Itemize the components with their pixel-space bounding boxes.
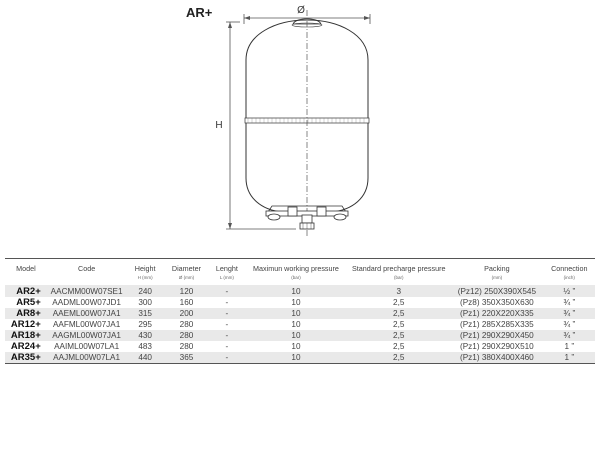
connection-cell: 1 ”	[564, 341, 575, 351]
column-header	[164, 259, 209, 285]
specifications-table	[5, 258, 595, 364]
max-pressure-cell: 10	[245, 330, 348, 341]
diameter-cell: 365	[164, 352, 209, 364]
column-unit: (bar)	[393, 274, 404, 280]
model-cell: AR5+	[16, 296, 41, 308]
packing-cell: (Pz1) 290X290X450	[450, 330, 543, 341]
column-header	[47, 259, 127, 285]
column-unit	[6, 276, 46, 280]
height-dimension	[226, 22, 296, 229]
column-label: Lenght	[215, 264, 238, 273]
table-row	[5, 319, 595, 330]
precharge-cell: 2,5	[347, 352, 450, 364]
packing-cell: (Pz1) 380X400X460	[450, 352, 543, 364]
column-unit: (mm)	[491, 274, 503, 280]
column-label: Packing	[484, 264, 510, 273]
connection-cell: 1 ”	[544, 352, 595, 364]
code-cell: AAIML00W07LA1	[54, 341, 120, 351]
model-cell: AR12+	[10, 318, 41, 330]
code-cell: AAGML00W07JA1	[47, 330, 127, 341]
table-row	[5, 341, 595, 352]
height-label: H	[215, 120, 223, 131]
diameter-cell: 200	[164, 308, 209, 319]
table-row	[5, 352, 595, 364]
connection-cell: ¾ ”	[544, 308, 595, 319]
precharge-cell: 3	[347, 285, 450, 297]
max-pressure-cell: 10	[291, 319, 301, 329]
length-cell: -	[225, 341, 229, 351]
column-unit: H (mm)	[137, 274, 153, 280]
connection-cell: ¾ ”	[544, 330, 595, 341]
diameter-cell: 280	[179, 319, 194, 329]
column-unit: (bar)	[291, 274, 301, 280]
packing-cell: (Pz12) 250X390X545	[450, 285, 543, 297]
max-pressure-cell: 10	[245, 285, 348, 297]
table-row	[5, 285, 595, 297]
packing-cell: (Pz1) 290X290X510	[459, 341, 534, 351]
precharge-cell: 2,5	[347, 330, 450, 341]
column-unit: (inch)	[563, 274, 575, 280]
column-header	[347, 259, 450, 285]
diameter-cell: 120	[164, 285, 209, 297]
code-cell: AAEML00W07JA1	[47, 308, 127, 319]
diameter-label: Ø	[297, 5, 305, 16]
column-header	[245, 259, 348, 285]
diameter-cell: 280	[164, 330, 209, 341]
water-connection	[300, 215, 314, 229]
height-cell: 483	[138, 341, 152, 351]
max-pressure-cell: 10	[245, 308, 348, 319]
model-cell: AR8+	[5, 308, 47, 319]
height-cell: 315	[126, 308, 163, 319]
diameter-cell: 280	[179, 341, 194, 351]
column-header	[209, 259, 244, 285]
max-pressure-cell: 10	[291, 297, 301, 307]
model-cell: AR35+	[5, 352, 47, 364]
column-header	[126, 259, 163, 285]
table-header-row	[5, 259, 595, 285]
height-cell: 300	[138, 297, 152, 307]
drawing-title: AR+	[186, 5, 213, 20]
table-row	[5, 308, 595, 319]
length-cell: -	[209, 352, 244, 364]
table-row	[5, 297, 595, 308]
model-cell: AR24+	[10, 340, 41, 352]
height-cell: 240	[126, 285, 163, 297]
code-cell: AADML00W07JD1	[52, 297, 121, 307]
precharge-cell: 2,5	[347, 308, 450, 319]
vessel-body	[245, 10, 369, 236]
precharge-cell: 2,5	[393, 319, 405, 329]
model-cell: AR2+	[5, 285, 47, 297]
precharge-cell: 2,5	[393, 341, 405, 351]
height-cell: 440	[126, 352, 163, 364]
column-label: Height	[134, 264, 156, 273]
model-cell: AR18+	[5, 330, 47, 341]
column-unit	[48, 276, 126, 280]
code-cell: AAJML00W07LA1	[47, 352, 127, 364]
length-cell: -	[225, 319, 229, 329]
connection-cell: ¾ ”	[563, 297, 576, 307]
diameter-cell: 160	[179, 297, 194, 307]
column-label: Connection	[551, 264, 588, 273]
code-cell: AACMM00W07SE1	[47, 285, 127, 297]
column-header	[450, 259, 543, 285]
connection-cell: ¾ ”	[563, 319, 576, 329]
packing-cell: (Pz8) 350X350X630	[459, 297, 534, 307]
column-unit: Ø (mm)	[178, 274, 195, 280]
length-cell: -	[209, 330, 244, 341]
column-label: Maximun working pressure	[253, 264, 339, 273]
height-cell: 295	[138, 319, 152, 329]
length-cell: -	[225, 297, 229, 307]
column-unit: L (mm)	[219, 274, 234, 280]
height-cell: 430	[126, 330, 163, 341]
packing-cell: (Pz1) 220X220X335	[450, 308, 543, 319]
column-header	[5, 259, 47, 285]
length-cell: -	[209, 285, 244, 297]
column-label: Standard precharge pressure	[352, 264, 446, 273]
precharge-cell: 2,5	[393, 297, 405, 307]
max-pressure-cell: 10	[291, 341, 301, 351]
max-pressure-cell: 10	[245, 352, 348, 364]
length-cell: -	[209, 308, 244, 319]
column-label: Diameter	[171, 264, 202, 273]
column-label: Model	[16, 264, 36, 273]
code-cell: AAFML00W07JA1	[52, 319, 121, 329]
packing-cell: (Pz1) 285X285X335	[459, 319, 534, 329]
table-row	[5, 330, 595, 341]
connection-cell: ½ ”	[544, 285, 595, 297]
column-label: Code	[78, 264, 96, 273]
column-header	[544, 259, 595, 285]
